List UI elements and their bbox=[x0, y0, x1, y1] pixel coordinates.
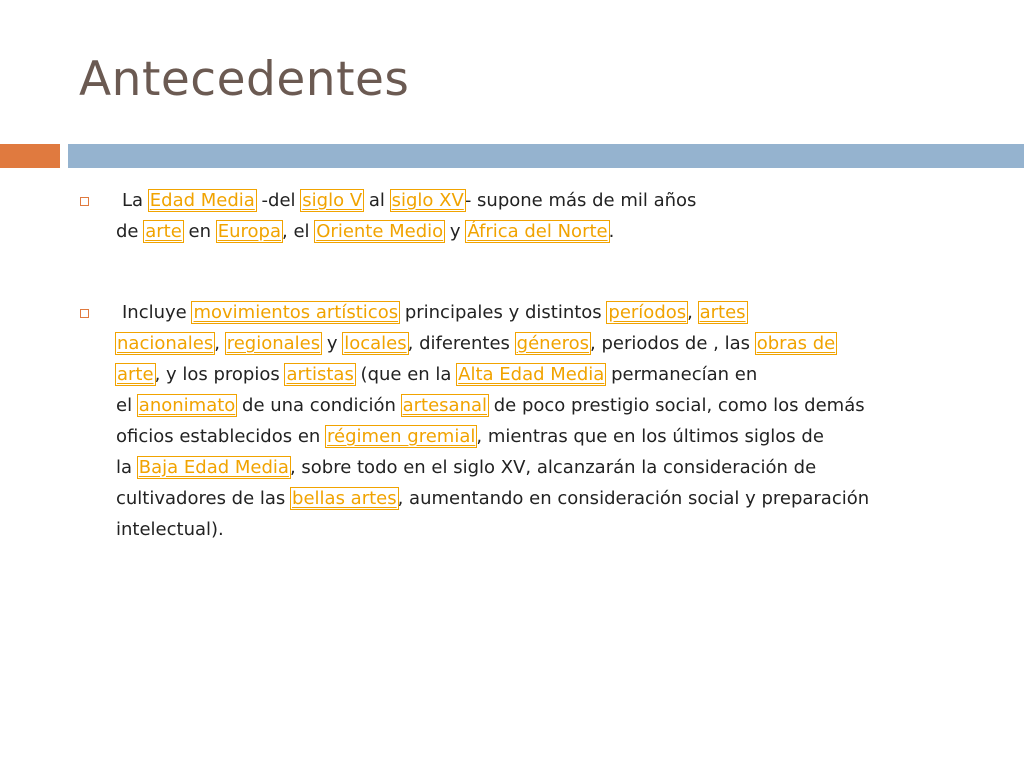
text-segment: permanecían en bbox=[605, 364, 758, 385]
bullet-square-icon bbox=[80, 197, 89, 206]
text-segment: , y los propios bbox=[154, 364, 286, 385]
hyperlink[interactable]: nacionales bbox=[117, 333, 214, 354]
hyperlink[interactable]: siglo XV bbox=[391, 190, 464, 211]
hyperlink[interactable]: obras de bbox=[756, 333, 836, 354]
bullet-paragraph-2 bbox=[116, 297, 869, 545]
bullet-square-icon bbox=[80, 309, 89, 318]
hyperlink[interactable]: Edad Media bbox=[149, 190, 255, 211]
text-segment: -del bbox=[255, 190, 302, 211]
text-segment: de poco prestigio social, como los demás bbox=[488, 395, 865, 416]
hyperlink[interactable]: Alta Edad Media bbox=[458, 364, 605, 385]
text-segment: Incluye bbox=[122, 302, 193, 323]
text-segment: , sobre todo en el siglo XV, alcanzarán la consideración de bbox=[289, 457, 817, 478]
text-segment: el bbox=[116, 395, 138, 416]
text-segment: , aumentando en consideración social y preparación bbox=[397, 488, 870, 509]
text-segment: de bbox=[116, 221, 145, 242]
text-segment: de una condición bbox=[236, 395, 402, 416]
hyperlink[interactable]: géneros bbox=[516, 333, 590, 354]
text-segment: (que en la bbox=[354, 364, 458, 385]
text-segment: - supone más de mil años bbox=[464, 190, 697, 211]
text-segment: cultivadores de las bbox=[116, 488, 292, 509]
text-segment: , el bbox=[282, 221, 316, 242]
text-segment: , bbox=[214, 333, 226, 354]
text-line bbox=[116, 359, 869, 390]
text-segment: , mientras que en los últimos siglos de bbox=[476, 426, 824, 447]
hyperlink[interactable]: Baja Edad Media bbox=[138, 457, 289, 478]
hyperlink[interactable]: régimen gremial bbox=[327, 426, 476, 447]
accent-bar bbox=[0, 144, 60, 168]
bullet-paragraph-1 bbox=[116, 185, 696, 247]
hyperlink[interactable]: arte bbox=[117, 364, 154, 385]
hyperlink[interactable]: siglo V bbox=[302, 190, 363, 211]
hyperlink[interactable]: locales bbox=[344, 333, 407, 354]
hyperlink[interactable]: artistas bbox=[286, 364, 354, 385]
text-line bbox=[116, 452, 869, 483]
slide-title: Antecedentes bbox=[79, 52, 410, 107]
hyperlink[interactable]: anonimato bbox=[138, 395, 236, 416]
hyperlink[interactable]: bellas artes bbox=[292, 488, 397, 509]
text-line bbox=[116, 483, 869, 514]
hyperlink[interactable]: Europa bbox=[217, 221, 281, 242]
text-segment: . bbox=[608, 221, 615, 242]
text-line bbox=[116, 216, 696, 247]
text-segment: oficios establecidos en bbox=[116, 426, 327, 447]
hyperlink[interactable]: arte bbox=[145, 221, 182, 242]
text-line bbox=[116, 390, 869, 421]
hyperlink[interactable]: períodos bbox=[608, 302, 687, 323]
text-segment: al bbox=[363, 190, 391, 211]
text-segment: , diferentes bbox=[407, 333, 516, 354]
text-line bbox=[116, 297, 869, 328]
hyperlink[interactable]: regionales bbox=[226, 333, 321, 354]
text-segment: La bbox=[122, 190, 149, 211]
text-segment: intelectual). bbox=[116, 519, 224, 540]
text-segment: y bbox=[321, 333, 344, 354]
text-segment: la bbox=[116, 457, 138, 478]
text-line bbox=[116, 421, 869, 452]
text-segment: principales y distintos bbox=[399, 302, 608, 323]
text-segment: y bbox=[444, 221, 467, 242]
text-segment: , periodos de , las bbox=[590, 333, 756, 354]
text-line bbox=[116, 514, 869, 545]
title-underline-bar bbox=[68, 144, 1024, 168]
hyperlink[interactable]: artesanal bbox=[402, 395, 488, 416]
text-line bbox=[116, 185, 696, 216]
hyperlink[interactable]: África del Norte bbox=[467, 221, 608, 242]
text-line bbox=[116, 328, 869, 359]
hyperlink[interactable]: artes bbox=[699, 302, 746, 323]
text-segment: , bbox=[687, 302, 699, 323]
hyperlink[interactable]: movimientos artísticos bbox=[193, 302, 399, 323]
text-segment: en bbox=[182, 221, 217, 242]
hyperlink[interactable]: Oriente Medio bbox=[316, 221, 444, 242]
